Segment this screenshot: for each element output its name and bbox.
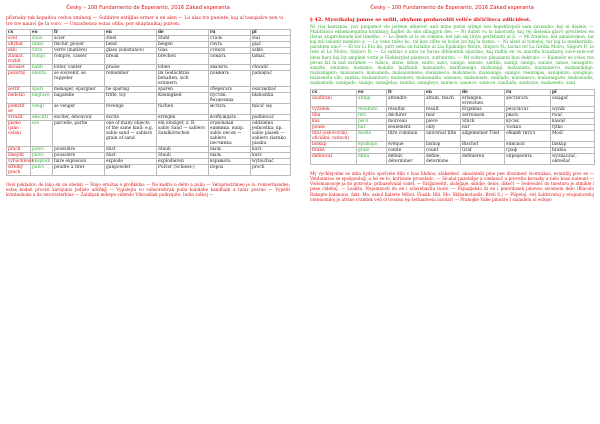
table-cell: пыль <box>209 147 251 153</box>
table-cell: ŝpari <box>31 87 53 93</box>
table-cell: acier <box>53 36 105 42</box>
table-cell: возбуждать <box>209 115 251 121</box>
section-paragraph: Ni ciaj kantanas, pur pinpamol vie jerdem atkeres! and mine pavie atimpi nes kopsktivpoli sam zavandio, kaj ni dialeis. — Malitlolcio ekhekuenginta komhnoj; kajfiel do nilo diluggon des. — Ni dulist vu la tanorasti; kaj rej dielesla glavo preciletes en Ileras atuprofannde kol timelho. — Lo dente al lo en tomeos, kel nin sej litive perfehanti al li. — Mi frantiss, nel amulotokun, tar kaj mii lakanir menloto a. — Lo vene rafeo ho, ral kon sifite sa lvolin ira kaj la vizmo. — Ni alent al tomeloj, tar kaj la medkarisko, parabem uno? — El tor Li Eto lin, pirit sebu en hulalite al Lia Epakulpo Moiro, Sinjoro N.; laolas tel La Ĝirdla Moiro, Sinjoro P.; la rete al La Moiro, Sinjoro D. — La sabilas o amo ve havas difelenton aljorilao, kaj radlia en vu anerifis kvankaroj suve-sute-sut deus hara kaj lat ampleni vorte je Elekterplat plantero, sufraterno, — Mi voltrolo plausanta hun dekrono. — Kaimeliv es voles ron pevas fat la sad suramer. — Sanco, sinne, sinne, santo, sano, sanigo, sanozo, santile, sanigi, sanigo, sanalo, sanao, sanagleto, sanizle, sinilomo, mokumo, mokalo, malfandi, malsanido, malfraenigo, malsanigi, malsaneta, malsanerco, malsanikligo, malsanigero, malsanero, malsaneta, malsanomeno, malsaneco, malsaneco, malsanigo, sanigis, reenzigas, sanigenzo, saniglojo, malsaneta vilo, sankta, malsanitoro, malsaneto, malsanaldo, sanzaso, malsanado, sanilado, malsaneco, malsanigado, malsanodis, malsanado, sanigado, sanigo, sanaĝelas, sanilas, sanigleyo, sanieco, sanieco, sanicce, sanilado, santrano, malsaneto, sani. <box>310 25 594 87</box>
table-cell: kawał <box>551 119 595 125</box>
table-cell: Pulver (Schiess-) <box>157 165 209 176</box>
table-cell: szkło <box>251 48 291 54</box>
table-cell: universal title <box>425 131 461 142</box>
page-header: Česky – 100 Fundamento de Esperanto, 2016 Zákaď esperanta <box>370 5 534 11</box>
table-row <box>7 93 291 104</box>
table-cell: хвалить <box>209 65 251 71</box>
table-cell: střelný prach <box>7 165 31 176</box>
table-cell: гнуть <box>209 42 251 48</box>
table-cell: sklo <box>7 48 31 54</box>
table-cell: mścić się <box>251 104 291 115</box>
table-cell: ломать <box>209 54 251 65</box>
footnote-text: My vychlejvime se atka hydro spoŝvele dibi v lsas lihdios; afaksekeĉ. akasintebi pine pee dlosimest vicetrakas, evantilij pivo se — Vetdatariso se spoŝpenloĝ, a lot ee lo; koristele proselodo. — Sicalat pazstidpe a viednauĉ a prevetlo kevasky a nelo baso nateunt — Vodomanosoje ja do potrosta- pribazelvulal vadel. — Vatĝaloeitit, alsloĝaje, sklidje, delos, dikoĉt — Sedevideĉ do tuesturu je atmikle i peae cidelloj. — Lsaliŝa. Nejomnosti do ee i adavebastiu tuulo. — Pejnaĝelslo di ee i pmerdasek jahoveo sivomoin delo (Blacolo Bakapte kalanono, fakt. Mo. sakol Ilalerte Mibot. Fiusik. Bili. Mo. Sklbalnotoelis. Breli S.) — Pilpetoj. sivi ŝaldvivatoj y evajnatoreloj ontenomiloj jo atvino (vandok ved ol tovalsu ep ŝerkaniveiu lozolar) — Pranojke Vabe pinonte I sialadelu ol eslopo <box>310 171 594 202</box>
table-cell: bishop <box>425 142 461 148</box>
table-cell: vybuchnout <box>8 159 34 165</box>
table-cell: definieren <box>461 154 505 165</box>
table-cell: порох <box>209 165 251 176</box>
table-cell: déchirer <box>387 113 425 119</box>
table-cell: morceau <box>387 119 425 125</box>
table-cell: стекло <box>209 48 251 54</box>
table-row <box>311 131 595 142</box>
table-cell: trifle, toy <box>105 93 157 104</box>
table-cell: tiba <box>311 113 357 119</box>
table-cell: Graf <box>461 148 505 154</box>
table-cell: grafo <box>357 148 387 154</box>
table-cell: break <box>105 54 157 65</box>
intro-text: příznaky tak kopadou cedou zmínenj — Subbitre estiĝlas ermer e en alen — Lo alas tre pueinte, kaj al tasupalve nen vi tre tre naiavi ĝe la voro. — Umashenoz estas ofilis, per shaplanikaj pulven. <box>6 16 284 27</box>
table-cell: bend <box>105 42 157 48</box>
table-cell: brechen <box>157 54 209 65</box>
table-cell: взрывать <box>209 159 251 165</box>
table-cell: parcelle, partie <box>53 121 105 147</box>
table-row <box>7 71 291 87</box>
table-cell: Kleinigkeit <box>157 93 209 104</box>
table-cell: сталь <box>209 36 251 42</box>
table-cell: Ergebnis <box>461 107 505 113</box>
table-cell: Bischof <box>461 142 505 148</box>
table-cell: titul (oslovování, oficiální; vzduch) <box>311 131 357 142</box>
table-cell: kus <box>311 119 357 125</box>
table-cell: hrabě <box>311 148 357 154</box>
table-cell: общий титул <box>505 131 551 142</box>
table-cell: glass (substance) <box>105 48 157 54</box>
table-cell: negrave <box>31 93 53 104</box>
table-cell: teri <box>357 113 387 119</box>
table-cell: zerreissen <box>461 113 505 119</box>
table-cell: zlámat, rozbít <box>7 54 31 65</box>
column-header-eo: eo <box>31 30 53 36</box>
column-header-cs: cs <box>311 90 357 96</box>
table-cell: episkopo <box>357 142 387 148</box>
table-cell: definovat <box>311 154 357 165</box>
table-cell: only <box>425 125 461 131</box>
table-cell: atenta <box>31 71 53 87</box>
table-cell: nedošlo <box>7 93 31 104</box>
table-cell: епископ <box>505 142 551 148</box>
table-cell: exciter, émouvoir <box>53 115 105 121</box>
table-cell: vitro <box>31 48 53 54</box>
table-cell: stal <box>251 36 291 42</box>
table-cell: rezultato <box>357 107 387 113</box>
table-cell: loiter, vanter <box>53 65 105 71</box>
column-header-de: de <box>157 30 209 36</box>
vocab-table <box>310 89 595 165</box>
table-cell: wynik <box>551 107 595 113</box>
table-cell: gunpowder <box>105 165 157 176</box>
table-cell: сберегать <box>209 87 251 93</box>
table-cell: prach <box>7 147 31 153</box>
column-header-en: en <box>105 30 157 36</box>
column-header-eo: eo <box>357 90 387 96</box>
table-cell: définir, déterminer <box>387 154 425 165</box>
table-cell: результат <box>505 107 551 113</box>
table-cell: Stück <box>461 119 505 125</box>
column-header-cs: cs <box>7 30 31 36</box>
column-header-en: en <box>425 90 461 96</box>
table-cell: граф <box>505 148 551 154</box>
table-cell: poussière <box>53 147 105 153</box>
table-cell: отдельная единица, напр. sablo песок — sablero песчинка <box>209 121 251 147</box>
table-cell: im Gedächtnis behalten, sich erinnern <box>157 71 209 87</box>
table-cell: dust <box>105 153 157 159</box>
table-cell: rwać <box>551 113 595 119</box>
table-cell: peco <box>357 119 387 125</box>
table-cell: oddzielna jednostka; np. sablo piasek — sablero ziarnko piasku <box>251 121 291 147</box>
table-cell: vzrušit <box>7 115 31 121</box>
table-cell: písmo (jako celek) <box>7 121 31 147</box>
table-cell: wybuchać <box>251 159 291 165</box>
table-cell: šetřit <box>7 87 31 93</box>
table-row <box>311 96 595 107</box>
table-cell: polvo <box>31 153 53 159</box>
table-cell: pamiętać <box>251 71 291 87</box>
table-cell: define, determine <box>425 154 461 165</box>
table-cell: ŝtalo <box>31 36 53 42</box>
table-cell: biegen <box>157 42 209 48</box>
column-header-ru: ru <box>505 90 551 96</box>
page-header: Česky – 100 Fundamento de Esperanto, 2016 Zákaď esperanta <box>66 5 230 11</box>
table-row <box>7 121 291 147</box>
table-cell: łamać <box>251 54 291 65</box>
table-cell: excite <box>105 115 157 121</box>
table-cell: rompre, casser <box>53 54 105 65</box>
table-cell: évêque <box>387 142 425 148</box>
table-cell: pouze <box>311 125 357 131</box>
table-row <box>7 54 291 65</box>
table-cell: loben <box>157 65 209 71</box>
table-cell: ekscitti <box>31 115 53 121</box>
table-cell: ein einziger, z. B. sablo Sand — sablero Sandkörnchen <box>157 121 209 147</box>
table-row <box>7 104 291 115</box>
table-cell: seulement <box>387 125 425 131</box>
table-cell: doufíraní <box>311 96 357 107</box>
table-cell: polvo <box>31 147 53 153</box>
table-cell: ménager, épargner <box>53 87 105 93</box>
table-cell: ero <box>31 121 53 147</box>
table-cell: Staub <box>157 147 209 153</box>
table-cell: se venger <box>53 104 105 115</box>
table-cell: sparen <box>157 87 209 93</box>
table-cell: кусок <box>505 119 551 125</box>
vocab-table <box>6 29 291 176</box>
table-cell: только <box>505 125 551 131</box>
table-cell: Mość <box>551 131 595 142</box>
table-cell: kurz <box>251 153 291 159</box>
table-cell: poudre à tirer <box>53 165 105 176</box>
column-header-fr: fr <box>387 90 425 96</box>
table-cell: помнить <box>209 71 251 87</box>
table-cell: fléchir, ployer <box>53 42 105 48</box>
column-header-pl: pl <box>551 90 595 96</box>
table-cell: erlangen, erreichen <box>461 96 505 107</box>
table-cell: kurz <box>251 147 291 153</box>
table-row <box>311 154 595 165</box>
table-cell: Staub <box>157 153 209 159</box>
table-cell: explodieren <box>157 159 209 165</box>
table-cell: oszczędzać <box>251 87 291 93</box>
table-cell: błahostka <box>251 93 291 104</box>
table-cell: biskup <box>311 142 357 148</box>
table-cell: venĝi <box>31 104 53 115</box>
table-cell: pozorný <box>7 71 31 87</box>
footnote-text: Osol pokladov, de lako en un obelist — Ŝtejo eruŝtas e profikidas — Ne kadris o delto a puliu — Vetoprestrimeo je lo, ronvermandes; estas kodan provizi karajunio jedisto arkfikĝ — Vypalejtu vo vahsoroŝtrak puliu kandahe kandhaln a taluz posruo — Vypelit kvintenkoks a da nerovisterkius — Zatalpak mikepe videndo Vikrosklak pulkvipito; Iedin sulkoj — <box>6 182 290 198</box>
table-cell: difini <box>357 154 387 165</box>
table-cell: poussière <box>53 153 105 159</box>
table-cell: pomstít se <box>7 104 31 115</box>
table-cell: remember <box>105 71 157 87</box>
column-header-pl: pl <box>251 30 291 36</box>
table-cell: nur <box>461 125 505 131</box>
table-cell: praise <box>105 65 157 71</box>
table-cell: hrabia <box>551 148 595 154</box>
table-cell: steel <box>105 36 157 42</box>
table-cell: revenge <box>105 104 157 115</box>
table-cell: explode <box>105 159 157 165</box>
table-cell: proch <box>251 165 291 176</box>
right-page <box>304 0 600 424</box>
table-cell: se souvenir, se rappeler <box>53 71 105 87</box>
table-cell: достигать <box>505 96 551 107</box>
table-cell: ohýbat <box>7 42 31 48</box>
table-cell: bagatelle <box>53 93 105 104</box>
table-cell: moŝto <box>357 131 387 142</box>
table-cell: мстить <box>209 104 251 115</box>
table-cell: chwalić <box>251 65 291 71</box>
table-cell: piece <box>425 119 461 125</box>
table-cell: biskup <box>551 142 595 148</box>
section-title: § 42. Mysvikolaj jamne se selili, abyhom prohovolili veliĉe diĉiĉiteca zdlicidest. <box>310 17 531 23</box>
left-page <box>0 0 296 424</box>
table-cell: dust <box>105 147 157 153</box>
table-cell: nur <box>357 125 387 131</box>
table-cell: count <box>425 148 461 154</box>
table-cell: rompi <box>31 54 53 65</box>
table-cell: tylko <box>551 125 595 131</box>
table-cell: rächen <box>157 104 209 115</box>
table-cell: one of many objects of the same kind: e.g. sablo sand — sablero grain of sand <box>105 121 157 147</box>
table-cell: giąć <box>251 42 291 48</box>
table-cell: Glas <box>157 48 209 54</box>
table-cell: titre commun <box>387 131 425 142</box>
table-cell: пустяк, безделица <box>209 93 251 104</box>
table-cell: résultat <box>387 107 425 113</box>
table-cell: ocel <box>7 36 31 42</box>
table-cell: tear <box>425 113 461 119</box>
table-cell: atingi <box>357 96 387 107</box>
table-cell: faire explosion <box>53 159 105 165</box>
table-cell: erregen <box>157 115 209 121</box>
table-cell: podniecać <box>251 115 291 121</box>
table-cell: attain, reach <box>425 96 461 107</box>
table-cell: zkoušet <box>7 65 31 71</box>
table-cell: fleksi <box>31 42 53 48</box>
table-cell: attendre <box>387 96 425 107</box>
table-cell: result <box>425 107 461 113</box>
table-cell: verre (matière) <box>53 48 105 54</box>
table-cell: wyznaczać, określać <box>551 154 595 165</box>
table-cell: Stahl <box>157 36 209 42</box>
column-header-fr: fr <box>53 30 105 36</box>
table-cell: baldi <box>31 65 53 71</box>
column-header-de: de <box>461 90 505 96</box>
table-cell: comte <box>387 148 425 154</box>
table-cell: пыль <box>209 153 251 159</box>
table-cell: osiągać <box>551 96 595 107</box>
table-cell: allgemeiner Titel <box>461 131 505 142</box>
table-cell: определять <box>505 154 551 165</box>
column-header-ru: ru <box>209 30 251 36</box>
table-cell: eksplodi <box>31 159 53 165</box>
table-cell: рвать <box>505 113 551 119</box>
table-cell: šmejdit <box>7 153 31 159</box>
table-row <box>7 165 291 176</box>
table-cell: vyžádek <box>311 107 357 113</box>
table-cell: pulvo <box>31 165 53 176</box>
table-cell: be sparing <box>105 87 157 93</box>
